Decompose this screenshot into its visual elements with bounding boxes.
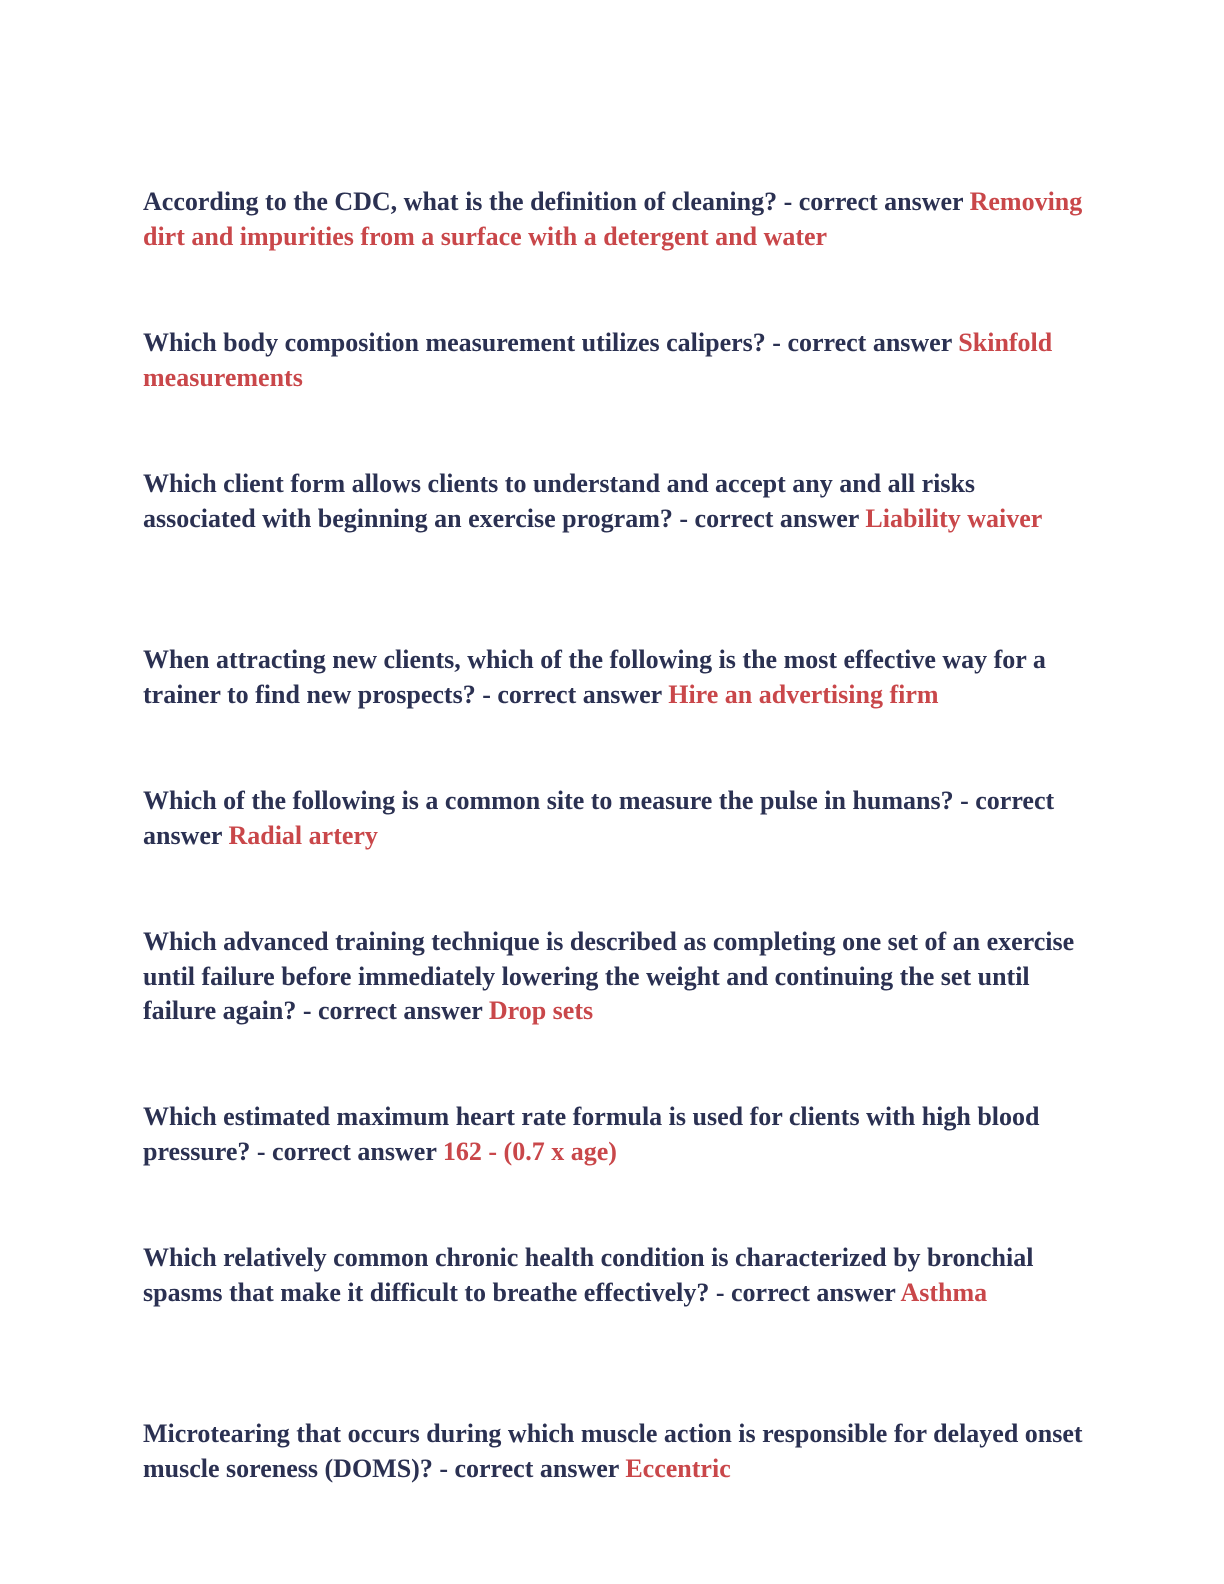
qa-item-5 <box>143 784 1083 853</box>
question-text: Which of the following is a common site to measure the pulse in humans? - correct answer <box>143 786 1055 850</box>
answer-text: Removing dirt and impurities from a surface with a detergent and water <box>143 187 1083 251</box>
question-text: When attracting new clients, which of the following is the most effective way for a trainer to find new prospects? - correct answer <box>143 645 1046 709</box>
question-text: Which client form allows clients to understand and accept any and all risks associated with beginning an exercise program? - correct answer <box>143 469 976 533</box>
answer-text: 162 - (0.7 x age) <box>442 1136 617 1166</box>
qa-item-1 <box>143 185 1083 254</box>
answer-text: Eccentric <box>625 1453 731 1483</box>
answer-text: Drop sets <box>488 996 594 1025</box>
answer-text: Asthma <box>900 1277 988 1307</box>
question-text: Microtearing that occurs during which muscle action is responsible for delayed onset muscle soreness (DOMS)? - correct answer <box>143 1419 1083 1483</box>
answer-text: Liability waiver <box>865 503 1043 533</box>
qa-item-3 <box>143 467 1083 536</box>
question-text: According to the CDC, what is the definition of cleaning? - correct answer <box>143 187 964 216</box>
qa-item-2 <box>143 326 1083 395</box>
qa-item-8 <box>143 1241 1083 1310</box>
qa-item-6 <box>143 925 1083 1029</box>
answer-text: Skinfold measurements <box>143 328 1053 392</box>
qa-item-4 <box>143 643 1083 712</box>
question-text: Which relatively common chronic health condition is characterized by bronchial spasms that make it difficult to breathe effectively? - correct answer <box>143 1243 1034 1307</box>
question-text: Which advanced training technique is described as completing one set of an exercise until failure before immediately lowering the weight and continuing the set until failure again? - correct answer <box>143 927 1075 1025</box>
answer-text: Hire an advertising firm <box>668 679 939 709</box>
answer-text: Radial artery <box>228 820 378 850</box>
qa-item-9 <box>143 1417 1083 1486</box>
qa-item-7 <box>143 1100 1083 1169</box>
question-text: Which estimated maximum heart rate formula is used for clients with high blood pressure? - correct answer <box>143 1102 1040 1166</box>
question-text: Which body composition measurement utilizes calipers? - correct answer <box>143 328 952 357</box>
